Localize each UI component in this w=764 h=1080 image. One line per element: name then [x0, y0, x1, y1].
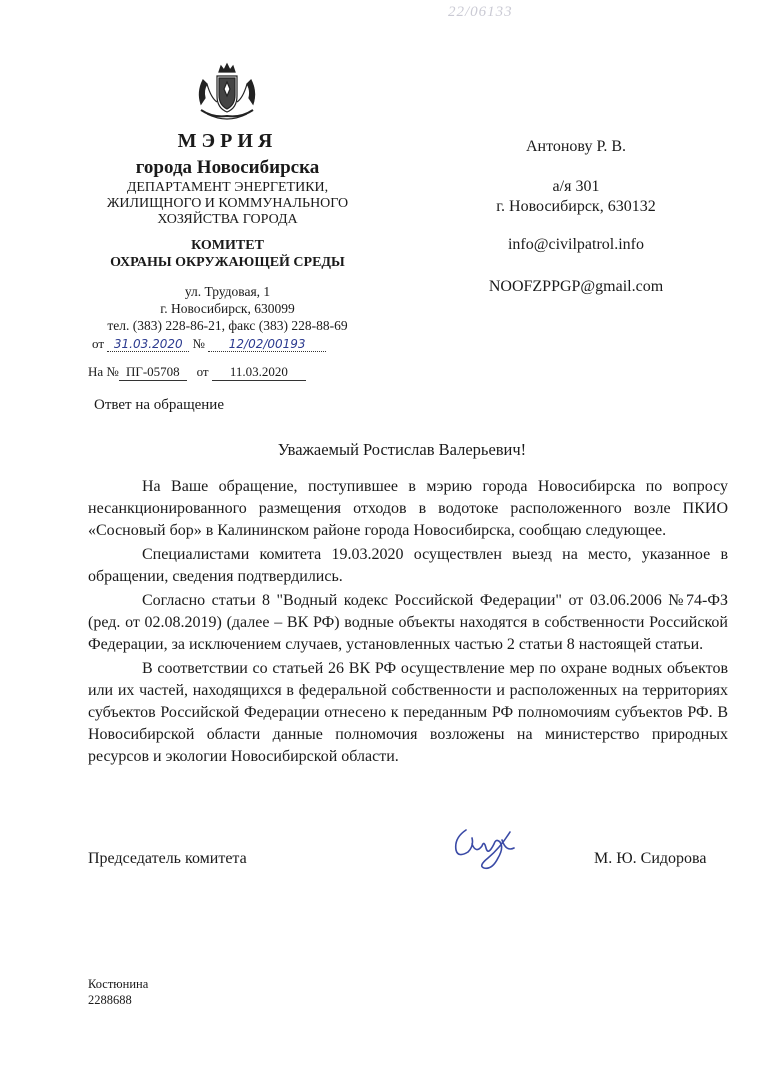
- incoming-number: ПГ-05708: [119, 364, 187, 381]
- number-label: №: [192, 336, 205, 351]
- recipient-email: info@civilpatrol.info: [507, 236, 645, 253]
- recipient-city: г. Новосибирск, 630132: [496, 198, 656, 215]
- signatory-name: М. Ю. Сидорова: [594, 850, 707, 867]
- outgoing-date: 31.03.2020: [107, 337, 189, 352]
- mayoralty-title: МЭРИЯ: [177, 130, 278, 152]
- recipient-name: Антонову Р. В.: [525, 138, 627, 155]
- department-name: [60, 180, 395, 228]
- letter-body: [88, 476, 728, 770]
- body-paragraph: На Ваше обращение, поступившее в мэрию города Новосибирска по вопросу несанкционированного размещения отходов в водотоке расположенного возле ПКИО «Сосновый бор» в Калининском районе города Новосибирска, сообщаю следующее.: [88, 478, 728, 539]
- incoming-label: На №: [88, 364, 119, 379]
- body-paragraph: Согласно статьи 8 "Водный кодекс Российской Федерации" от 03.06.2006 №74-ФЗ (ред. от 02.08.2019) (далее – ВК РФ) водные объекты находятся в собственности Российской Федерации, за исключением случаев, установленных частью 2 статьи 8 настоящей статьи.: [88, 592, 728, 653]
- signatory-title: Председатель комитета: [88, 850, 247, 867]
- salutation: Уважаемый Ростислав Валерьевич!: [277, 440, 527, 459]
- department-line: ДЕПАРТАМЕНТ ЭНЕРГЕТИКИ,: [126, 180, 329, 195]
- outgoing-number: 12/02/00193: [208, 337, 326, 352]
- incoming-from-label: от: [196, 364, 209, 379]
- body-paragraph: Специалистами комитета 19.03.2020 осуществлен выезд на место, указанное в обращении, сведения подтвердились.: [88, 546, 728, 585]
- subject-line: Ответ на обращение: [94, 397, 224, 413]
- handwritten-signature: [448, 818, 522, 876]
- incoming-date: 11.03.2020: [212, 364, 306, 381]
- registration-stamp: 22/06133: [448, 4, 513, 20]
- executor-info: [88, 976, 148, 1008]
- committee-line: КОМИТЕТ: [191, 238, 264, 253]
- recipient-po-box: а/я 301: [552, 178, 600, 195]
- committee-line: ОХРАНЫ ОКРУЖАЮЩЕЙ СРЕДЫ: [110, 255, 345, 270]
- department-line: ХОЗЯЙСТВА ГОРОДА: [157, 212, 298, 227]
- executor-name: Костюнина: [88, 977, 149, 991]
- incoming-reference: [88, 364, 388, 381]
- sender-address: [60, 283, 395, 334]
- outgoing-reference: [92, 336, 392, 358]
- coat-of-arms-icon: [193, 62, 261, 126]
- department-line: ЖИЛИЩНОГО И КОММУНАЛЬНОГО: [106, 196, 349, 211]
- recipient-email: NOOFZPPGP@gmail.com: [488, 278, 664, 295]
- body-paragraph: В соответствии со статьей 26 ВК РФ осуществление мер по охране водных объектов или их частей, находящихся в федеральной собственности и расположенных на территориях субъектов Российской Федерации отнесено к переданным РФ полномочиям субъектов РФ. В Новосибирской области данные полномочия возложены на министерство природных ресурсов и экологии Новосибирской области.: [88, 660, 728, 765]
- executor-phone: 2288688: [88, 993, 132, 1007]
- address-line: г. Новосибирск, 630099: [160, 301, 295, 316]
- address-line: тел. (383) 228-86-21, факс (383) 228-88-69: [107, 318, 348, 333]
- city-title: города Новосибирска: [135, 157, 320, 178]
- committee-name: [60, 237, 395, 271]
- from-label: от: [92, 336, 105, 351]
- address-line: ул. Трудовая, 1: [184, 284, 271, 299]
